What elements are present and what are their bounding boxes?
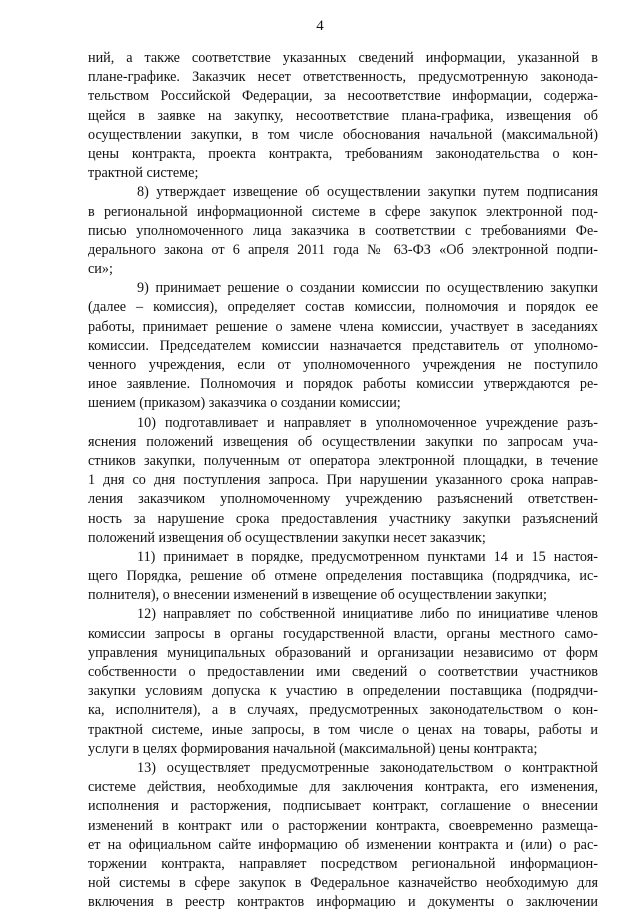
text-line: 8) утверждает извещение об осуществлении закупки путем подписания: [137, 184, 598, 201]
text-line: управления муниципальных образований и организации независимо от форм: [88, 644, 598, 661]
text-line: щего Порядка, решение об отмене определения поставщика (подрядчика, ис-: [88, 568, 598, 585]
text-line: ний, а также соответствие указанных сведений информации, указанной в: [88, 50, 598, 66]
text-line: полнителя), о внесении изменений в извещение об осуществлении закупки;: [88, 587, 547, 604]
text-line: ка, исполнителя), а в случаях, предусмотренных законодательством о кон-: [88, 702, 598, 719]
text-line: ченного учреждения, если от уполномоченного учреждения не поступило: [88, 357, 598, 373]
text-line: яснения положений извещения об осуществлении закупки по запросам уча-: [88, 433, 598, 450]
paragraph-item-9: [88, 279, 598, 413]
text-line: трактной системе, иные запросы, в том числе о ценах на товары, работы и: [88, 721, 598, 738]
text-line: положений извещения об осуществлении закупки несет заказчик;: [88, 529, 486, 546]
text-line: в региональной информационной системе в сфере закупок электронной под-: [88, 203, 598, 220]
text-line: работы, принимает решение о замене члена комиссии, участвует в заседаниях: [88, 318, 598, 335]
paragraph-continuation: [88, 49, 598, 183]
paragraph-item-8: [88, 183, 598, 279]
paragraph-item-10: [88, 414, 598, 548]
text-line: дерального закона от 6 апреля 2011 года № 63-ФЗ «Об электронной подпи-: [88, 241, 598, 258]
text-line: ность за нарушение срока предоставления участнику закупки разъяснений: [88, 510, 598, 527]
text-line: ной системы в сфере закупок в Федеральное казначейство необходимую для: [88, 875, 598, 892]
text-line: (далее – комиссия), определяет состав комиссии, полномочия и порядок ее: [88, 299, 598, 316]
text-line: 11) принимает в порядке, предусмотренном пунктами 14 и 15 настоя-: [137, 548, 598, 565]
paragraph-item-13: [88, 759, 598, 912]
text-line: комиссии запросы в органы государственной власти, органы местного само-: [88, 625, 598, 642]
text-line: ет на официальном сайте информацию об изменении контракта и (или) о рас-: [88, 836, 598, 853]
text-line: шением (приказом) заказчика о создании комиссии;: [88, 395, 401, 412]
text-line: 12) направляет по собственной инициативе либо по инициативе членов: [137, 606, 598, 623]
text-line: комиссии. Председателем комиссии назначается представитель от уполномо-: [88, 337, 598, 354]
text-line: плане-графике. Заказчик несет ответственность, предусмотренную законода-: [88, 69, 598, 86]
text-line: стников закупки, полученным от оператора электронной площадки, в течение: [88, 452, 598, 469]
text-line: собственности о предоставлении ими сведений о соответствии участников: [88, 664, 598, 680]
text-line: иное заявление. Полномочия и порядок работы комиссии утверждаются ре-: [88, 376, 598, 393]
text-line: включения в реестр контрактов информацию и документы о заключении: [88, 894, 598, 911]
text-line: писью уполномоченного лица заказчика в соответствии с требованиями Фе-: [88, 222, 598, 239]
text-line: 10) подготавливает и направляет в уполномоченное учреждение разъ-: [137, 414, 598, 431]
text-line: исполнения и расторжения, подписывает контракт, соглашение о внесении: [88, 798, 598, 815]
text-line: закупки условиям допуска к участию в определении поставщика (подрядчи-: [88, 683, 598, 700]
text-line: торжении контракта, направляет посредством региональной информацион-: [88, 855, 598, 872]
text-line: тельством Российской Федерации, за несоответствие информации, содержа-: [88, 88, 598, 105]
document-body: [88, 49, 598, 912]
text-line: осуществлении закупки, в том числе обоснования начальной (максимальной): [88, 126, 598, 143]
paragraph-item-11: [88, 548, 598, 606]
text-line: трактной системе;: [88, 165, 199, 182]
page-number: 4: [316, 18, 324, 34]
text-line: 13) осуществляет предусмотренные законодательством о контрактной: [137, 759, 598, 776]
paragraph-item-12: [88, 605, 598, 759]
text-line: услуги в целях формирования начальной (максимальной) цены контракта;: [88, 740, 538, 757]
text-line: системе действия, необходимые для заключения контракта, его изменения,: [88, 779, 598, 796]
text-line: ления заказчиком уполномоченному учреждению разъяснений ответствен-: [88, 491, 598, 508]
text-line: 1 дня со дня поступления запроса. При нарушении указанного срока направ-: [88, 472, 598, 489]
text-line: цены контракта, проекта контракта, требованиям законодательства о кон-: [88, 145, 598, 162]
text-line: щейся в заявке на закупку, несоответствие плана-графика, извещения об: [88, 107, 598, 124]
text-line: 9) принимает решение о создании комиссии по осуществлению закупки: [137, 280, 598, 297]
text-line: си»;: [88, 261, 113, 278]
text-line: изменений в контракт или о расторжении контракта, своевременно размеща-: [88, 817, 598, 834]
